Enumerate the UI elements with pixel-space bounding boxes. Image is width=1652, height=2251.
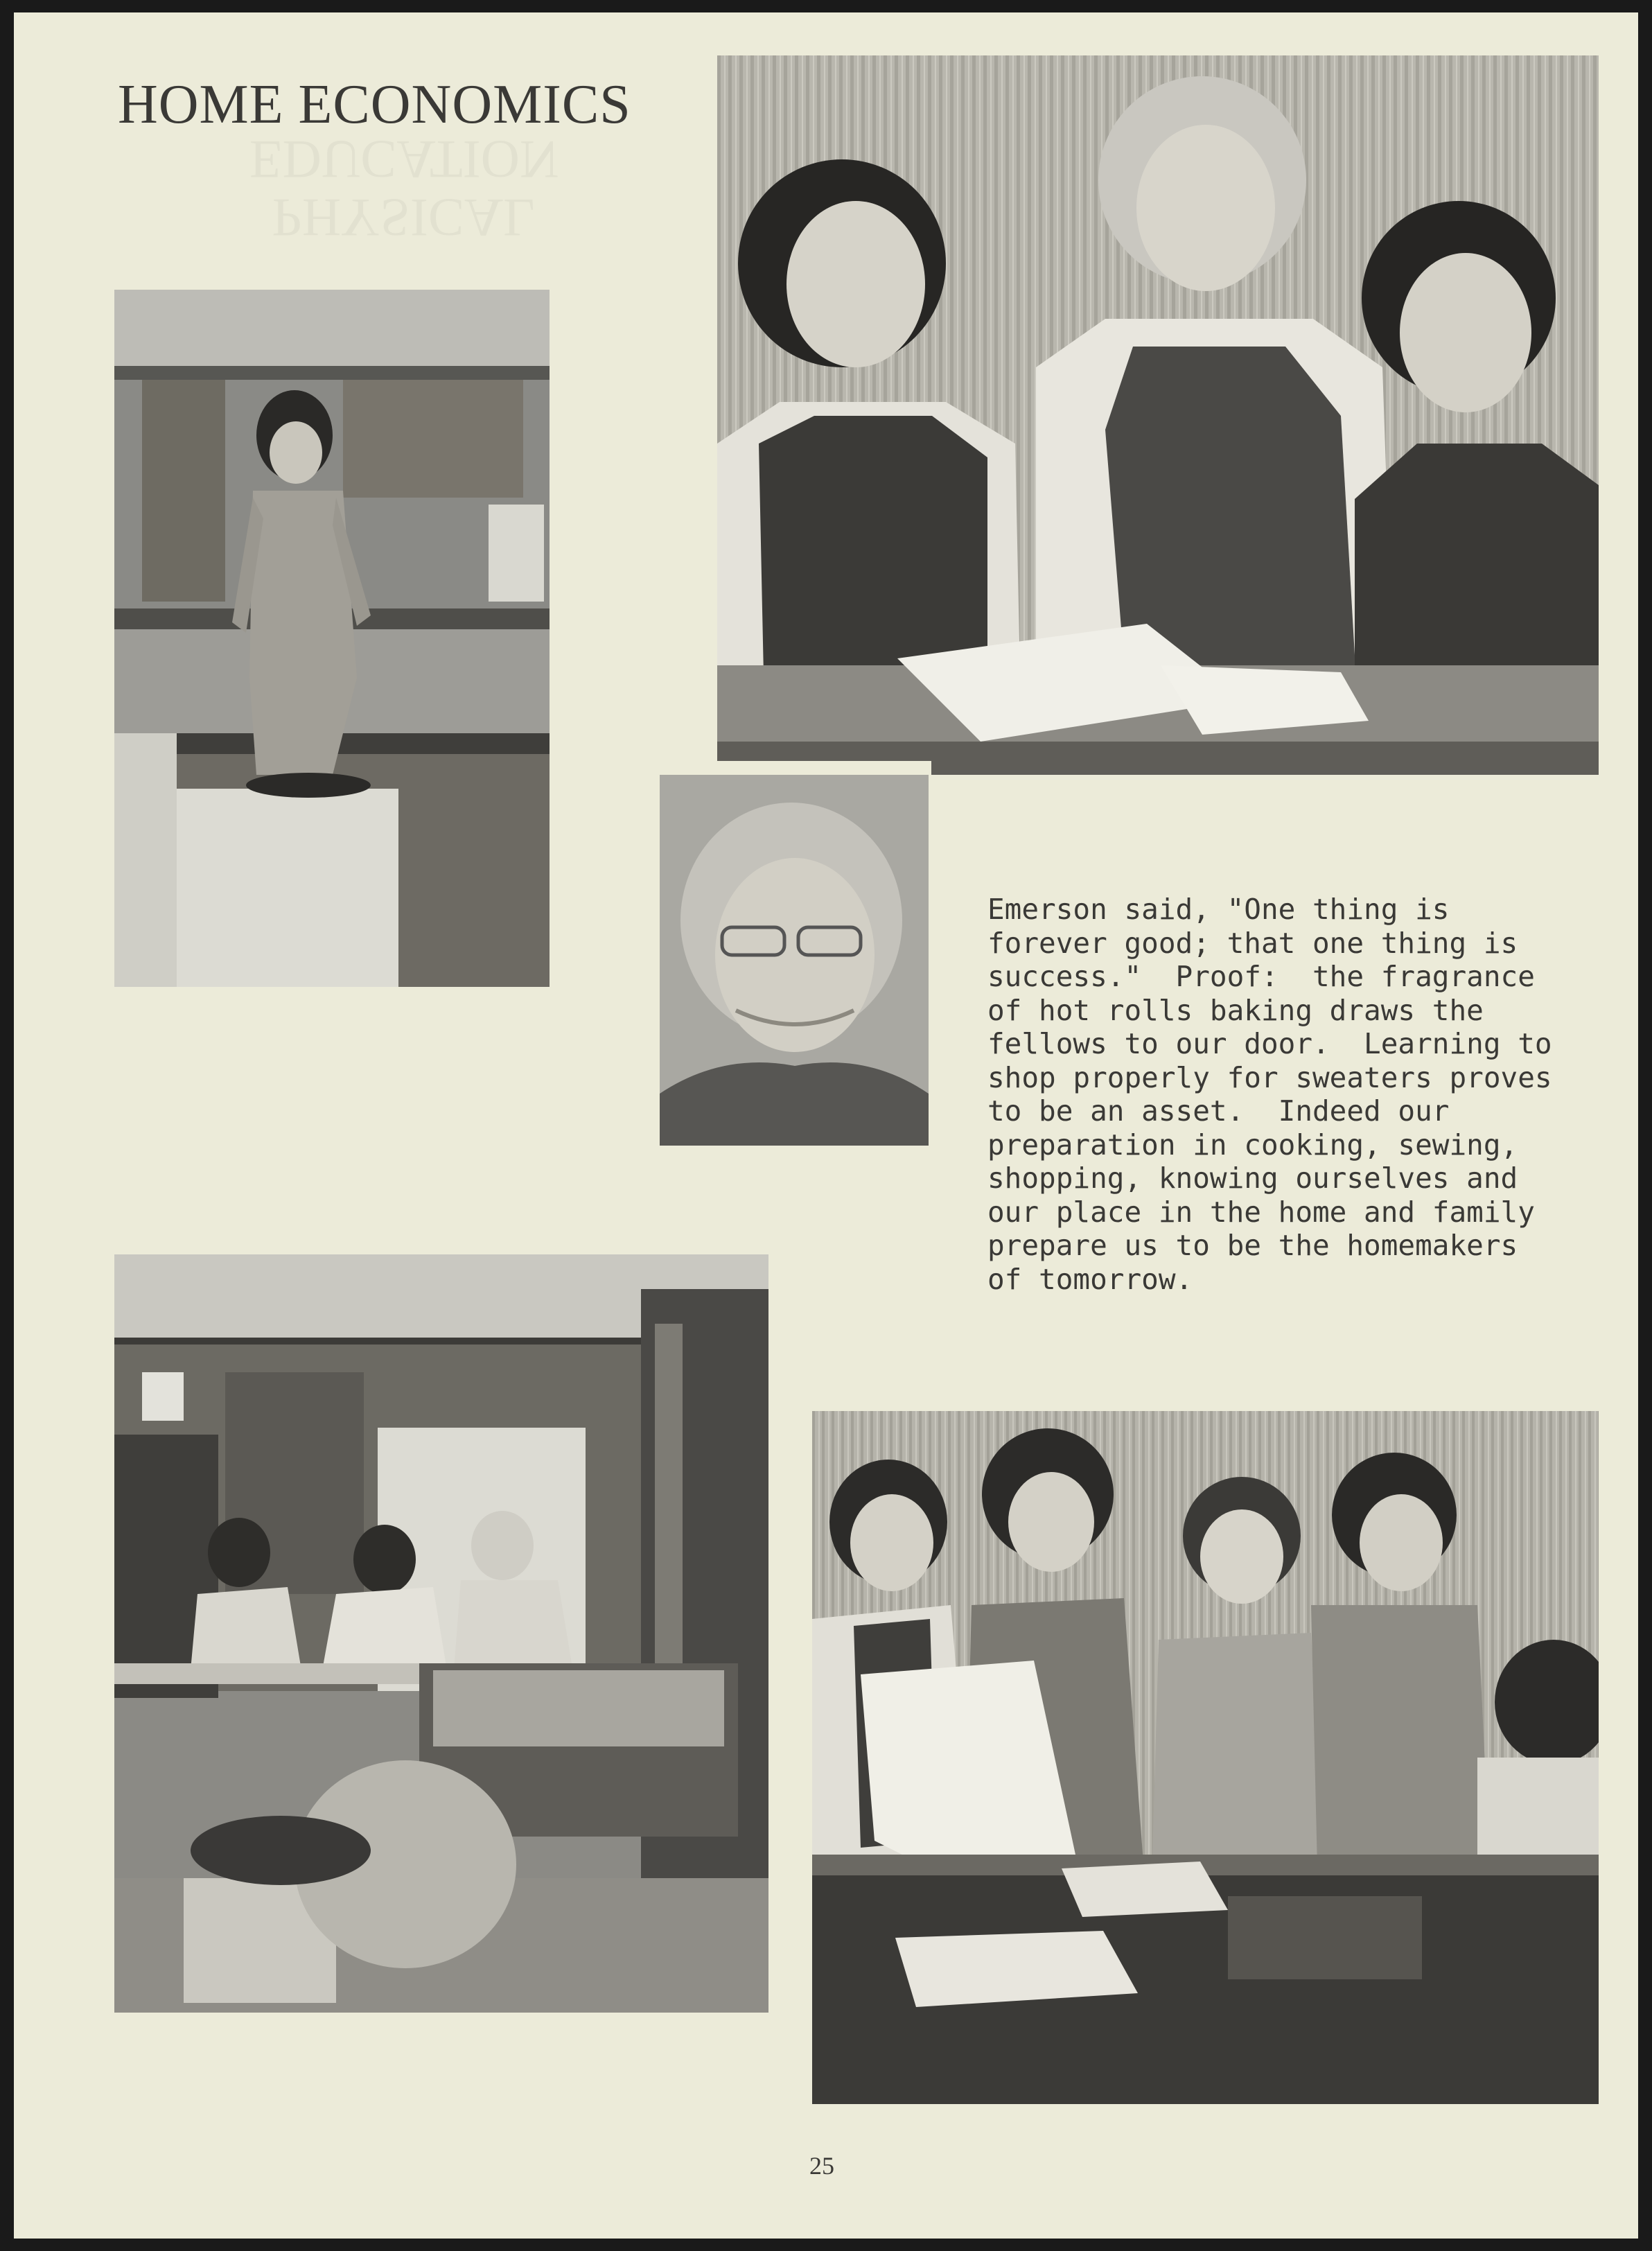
page-title: HOME ECONOMICS	[118, 74, 631, 135]
body-line: forever good; that one thing is	[987, 926, 1518, 960]
body-line: preparation in cooking, sewing,	[987, 1128, 1518, 1162]
body-line: prepare us to be the homemakers	[987, 1229, 1518, 1262]
body-line: fellows to our door. Learning to	[987, 1027, 1552, 1060]
body-line: of hot rolls baking draws the	[987, 993, 1484, 1027]
body-line: shop properly for sweaters proves	[987, 1060, 1552, 1094]
body-line: of tomorrow.	[987, 1262, 1193, 1296]
teachers-photo	[717, 55, 1599, 775]
body-paragraph	[987, 893, 1583, 1296]
body-line: our place in the home and family	[987, 1195, 1535, 1229]
body-line: success." Proof: the fragrance	[987, 960, 1535, 993]
kitchen-photo	[114, 290, 550, 987]
page-number: 25	[809, 2152, 834, 2180]
yearbook-page	[14, 12, 1638, 2239]
body-line: shopping, knowing ourselves and	[987, 1162, 1518, 1195]
classroom-photo	[114, 1254, 768, 2013]
teacher-portrait-photo	[660, 775, 929, 1146]
body-line: to be an asset. Indeed our	[987, 1094, 1450, 1128]
body-line: Emerson said, "One thing is	[987, 893, 1450, 926]
sweaters-photo	[812, 1411, 1599, 2104]
bleed-through-text: PHYSICAL EDUCATION	[249, 130, 559, 248]
